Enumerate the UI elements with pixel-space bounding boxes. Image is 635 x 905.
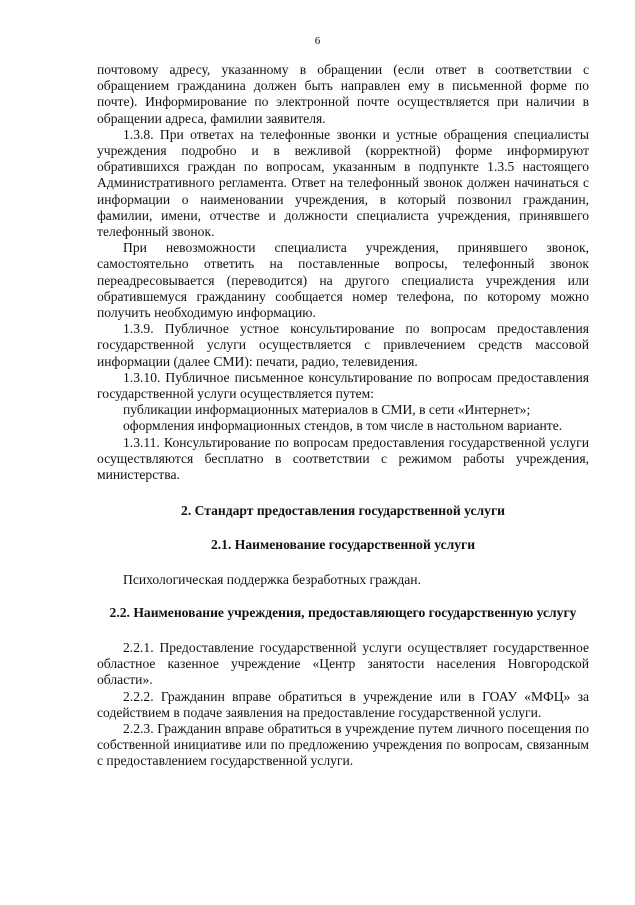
paragraph-2-2-1: 2.2.1. Предоставление государственной услуги осуществляет государственное областное казенное учреждение «Центр занятости населения Новгородской области».	[97, 639, 589, 688]
paragraph-1-3-10-item-b: оформления информационных стендов, в том числе в настольном варианте.	[123, 418, 563, 434]
section-2-2-heading: 2.2. Наименование учреждения, предоставляющего государственную услугу	[109, 604, 577, 620]
paragraph-continuation: почтовому адресу, указанному в обращении (если ответ в соответствии с обращением гражданина должен быть направлен ему в письменной форме по почте). Информирование по электронной почте осуществляется при наличии в обращении адреса, фамилии заявителя.	[97, 62, 589, 126]
paragraph-1-3-8: 1.3.8. При ответах на телефонные звонки и устные обращения специалисты учреждения подробно и в вежливой (корректной) форме информируют обратившихся граждан по вопросам, указанным в подпункте 1.3.5 настоящего Административного регламента. Ответ на телефонный звонок должен начинаться с информации о наименовании учреждения, в который позвонил гражданин, фамилии, имени, отчестве и должности специалиста учреждения, принявшего телефонный звонок.	[97, 126, 589, 240]
paragraph-1-3-10: 1.3.10. Публичное письменное консультирование по вопросам предоставления государственной услуги осуществляется путем:	[97, 369, 589, 402]
section-2-heading: 2. Стандарт предоставления государственной услуги	[181, 503, 505, 519]
paragraph-2-2-2: 2.2.2. Гражданин вправе обратиться в учреждение или в ГОАУ «МФЦ» за содействием в подаче заявления на предоставление государственной услуги.	[97, 688, 589, 720]
paragraph-2-1: Психологическая поддержка безработных граждан.	[123, 571, 421, 587]
paragraph-1-3-10-item-a: публикации информационных материалов в СМИ, в сети «Интернет»;	[123, 402, 531, 418]
paragraph-1-3-9: 1.3.9. Публичное устное консультирование по вопросам предоставления государственной услуги осуществляется с привлечением средств массовой информации (далее СМИ): печати, радио, телевидения.	[97, 321, 589, 369]
paragraph-2-2-3: 2.2.3. Гражданин вправе обратиться в учреждение путем личного посещения по собственной инициативе или по предложению учреждения по вопросам, связанным с предоставлением государственной услуги.	[97, 720, 589, 769]
paragraph-1-3-8-continued: При невозможности специалиста учреждения, принявшего звонок, самостоятельно ответить на поставленные вопросы, телефонный звонок переадресовывается (переводится) на другого специалиста учреждения или обратившемуся гражданину сообщается номер телефона, по которому можно получить необходимую информацию.	[97, 240, 589, 321]
paragraph-1-3-11: 1.3.11. Консультирование по вопросам предоставления государственной услуги осуществляются бесплатно в соответствии с режимом работы учреждения, министерства.	[97, 434, 589, 483]
document-body	[97, 62, 589, 770]
section-2-1-heading: 2.1. Наименование государственной услуги	[210, 537, 476, 553]
page-number: 6	[314, 35, 321, 47]
